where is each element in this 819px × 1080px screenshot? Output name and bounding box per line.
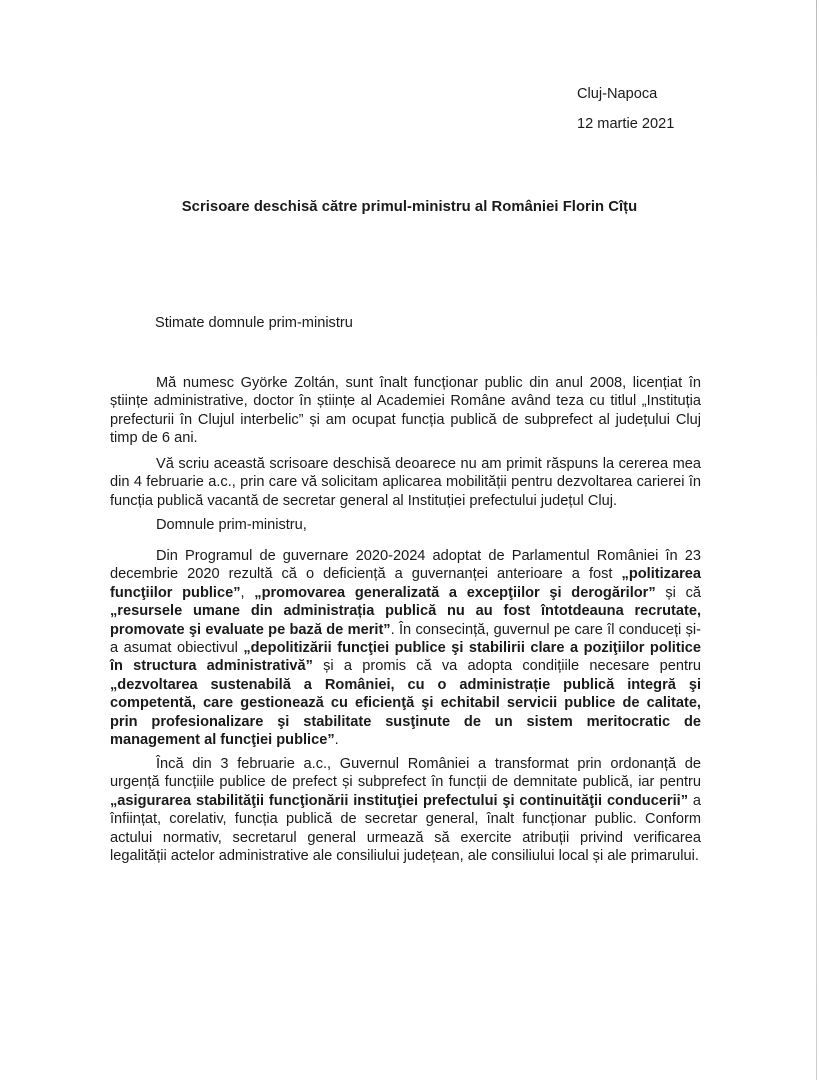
bold-quote: „depolitizării funcţiei publice şi stabilirii clare a poziţiilor politice în structura administrativă”: [110, 640, 701, 675]
letter-title: Scrisoare deschisă către primul-ministru al României Florin Cîțu: [181, 199, 638, 215]
text-run: Încă din 3 februarie a.c., Guvernul României a transformat prin ordonanță de urgență funcțiile publice de prefect și subprefect în funcții de demnitate publică, iar pentru: [110, 756, 701, 791]
letter-date: 12 martie 2021: [577, 116, 675, 132]
bold-quote: „promovarea generalizată a excepţiilor şi derogărilor”: [254, 584, 656, 601]
text-run: ,: [240, 584, 255, 601]
bold-quote: „asigurarea stabilităţii funcţionării instituţiei prefectului şi continuităţii conducerii”: [110, 792, 689, 809]
letter-salutation: Stimate domnule prim-ministru: [155, 315, 353, 331]
text-run: a înființat, corelativ, funcția publică de secretar general, înalt funcționar public. Conform actului normativ, secretarul general urmează să exercite atribuții privind verificarea legalității actelor administrative ale consiliului județean, ale consiliului local și ale primarului.: [110, 792, 702, 865]
paragraph-request: Vă scriu această scrisoare deschisă deoarece nu am primit răspuns la cererea mea din 4 februarie a.c., prin care vă solicitam aplicarea mobilității pentru dezvoltarea carierei în funcția publică vacantă de secretar general al Instituției prefectului județul Cluj.: [110, 456, 701, 509]
letter-place: Cluj-Napoca: [577, 86, 658, 102]
bold-quote: „politizarea funcţiilor publice”: [110, 566, 701, 601]
paragraph-address: Domnule prim-ministru,: [156, 517, 307, 533]
bold-quote: „resursele umane din administrația publică nu au fost întotdeauna recrutate, promovate şi evaluate pe bază de merit”: [110, 603, 701, 638]
paragraph-emergency-ordinance: [110, 755, 701, 865]
text-run: și a promis că va adopta condițiile necesare pentru: [312, 658, 701, 675]
text-run: . În consecință, guvernul pe care îl conduceți și-a asumat obiectivul: [110, 621, 701, 657]
text-run: și că: [655, 584, 702, 601]
paragraph-government-program: [110, 547, 701, 749]
bold-quote: „dezvoltarea sustenabilă a României, cu o administrație publică integră şi competentă, care gestionează cu eficienţă şi echitabil servicii publice de calitate, prin profesionalizare şi stabilitate susţinute de un sistem meritocratic de management al funcţiei publice”: [110, 676, 701, 749]
text-run: .: [334, 732, 339, 749]
paragraph-introduction: Mă numesc Györke Zoltán, sunt înalt funcționar public din anul 2008, licențiat în științe administrative, doctor în științe al Academiei Române având teza cu titlul „Instituția prefecturii în Clujul interbelic” și am ocupat funcția publică de subprefect al județului Cluj timp de 6 ani.: [110, 375, 701, 447]
text-run: Din Programul de guvernare 2020-2024 adoptat de Parlamentul României în 23 decembrie 2020 rezultă că o deficiență a guvernanței anterioare a fost: [110, 548, 701, 583]
scan-edge-line: [816, 0, 817, 1080]
